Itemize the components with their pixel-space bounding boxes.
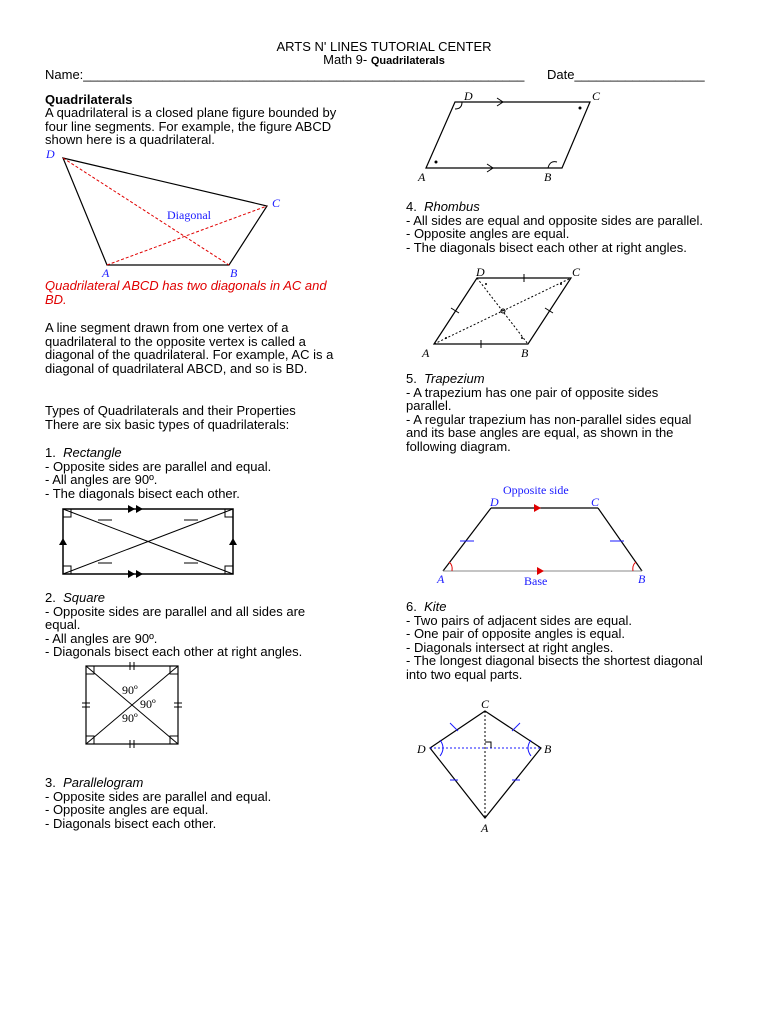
trapezium-number: 5. (406, 371, 417, 386)
kite-d-label: D (417, 742, 426, 756)
square-prop: - Opposite sides are parallel and all sides are (45, 603, 306, 619)
square-name: Square (63, 590, 105, 605)
parallelogram-prop: - Opposite sides are parallel and equal. (45, 788, 272, 804)
square-prop: - All angles are 90º. (45, 630, 158, 646)
para-d-label: D (464, 89, 473, 103)
trap-d-label: D (490, 495, 499, 509)
trap-b-label: B (638, 572, 646, 586)
date-line: Date__________________ (547, 67, 705, 82)
kite-name: Kite (424, 599, 447, 614)
trapezium-prop: parallel. (406, 398, 452, 414)
trap-a-label: A (437, 572, 445, 586)
rectangle-prop: - Opposite sides are parallel and equal. (45, 458, 272, 474)
vertex-d-label: D (46, 147, 55, 161)
trapezium-name: Trapezium (424, 371, 485, 386)
rhombus-a-label: A (422, 346, 430, 360)
square-number: 2. (45, 590, 56, 605)
trap-top-label: Opposite side (503, 483, 569, 497)
section-heading: Quadrilaterals (45, 92, 133, 107)
name-line: Name:_____________________________________________________________ (45, 67, 525, 82)
parallelogram-name: Parallelogram (63, 775, 144, 790)
topic-label: Quadrilaterals (370, 55, 445, 67)
rectangle-prop: - The diagonals bisect each other. (45, 485, 240, 501)
kite-b-label: B (544, 742, 552, 756)
parallelogram-prop: - Opposite angles are equal. (45, 802, 209, 818)
parallelogram-number: 3. (45, 775, 56, 790)
rhombus-b-label: B (521, 346, 529, 360)
trapezium-prop: following diagram. (406, 438, 511, 454)
square-angle-right: 90º (140, 697, 156, 711)
vertex-c-label: C (272, 196, 281, 210)
kite-prop: into two equal parts. (406, 666, 523, 682)
trap-c-label: C (591, 495, 600, 509)
center-title: ARTS N' LINES TUTORIAL CENTER (276, 39, 492, 54)
kite-prop: - One pair of opposite angles is equal. (406, 626, 625, 642)
kite-prop: - The longest diagonal bisects the shortest diagonal (406, 653, 703, 669)
vertex-b-label: B (230, 266, 238, 280)
kite-c-label: C (481, 697, 490, 711)
diagonal-label: Diagonal (167, 208, 211, 222)
square-prop: - Diagonals bisect each other at right angles. (45, 644, 303, 660)
rhombus-prop: - All sides are equal and opposite sides are parallel. (406, 212, 704, 228)
square-prop: equal. (45, 617, 81, 633)
trapezium-prop: and its base angles are equal, as shown in the (406, 425, 674, 441)
kite-a-label: A (481, 821, 489, 835)
para-c-label: C (592, 89, 601, 103)
rectangle-prop: - All angles are 90º. (45, 472, 158, 488)
definition-line: A line segment drawn from one vertex of a (45, 320, 289, 335)
red-note-line: BD. (45, 291, 67, 307)
rhombus-prop: - Opposite angles are equal. (406, 226, 570, 242)
square-angle-top: 90º (122, 683, 138, 697)
course-label: Math 9- (323, 52, 371, 67)
intro-line: shown here is a quadrilateral. (45, 132, 215, 148)
kite-number: 6. (406, 599, 417, 614)
rhombus-prop: - The diagonals bisect each other at right angles. (406, 239, 687, 255)
intro-line: A quadrilateral is a closed plane figure bounded by (45, 105, 337, 120)
trapezium-prop: - A trapezium has one pair of opposite sides (406, 384, 659, 400)
trapezium-prop: - A regular trapezium has non-parallel sides equal (406, 411, 692, 427)
rectangle-number: 1. (45, 445, 56, 460)
intro-line: four line segments. For example, the figure ABCD (45, 118, 332, 134)
rhombus-c-label: C (572, 265, 581, 279)
para-a-label: A (418, 170, 426, 184)
square-angle-bottom: 90º (122, 711, 138, 725)
definition-line: diagonal of the quadrilateral. For example, AC is a (45, 347, 334, 363)
vertex-a-label: A (102, 266, 110, 280)
types-intro-line: There are six basic types of quadrilaterals: (45, 416, 290, 432)
definition-line: diagonal of quadrilateral ABCD, and so is BD. (45, 360, 308, 376)
rhombus-d-label: D (476, 265, 485, 279)
red-note-line: Quadrilateral ABCD has two diagonals in AC and (45, 278, 327, 293)
rhombus-number: 4. (406, 199, 417, 214)
kite-prop: - Diagonals intersect at right angles. (406, 639, 614, 655)
trap-base-label: Base (524, 574, 548, 588)
para-b-label: B (544, 170, 552, 184)
kite-prop: - Two pairs of adjacent sides are equal. (406, 612, 632, 628)
rhombus-name: Rhombus (424, 199, 480, 214)
definition-line: quadrilateral to the opposite vertex is called a (45, 333, 306, 349)
rectangle-name: Rectangle (63, 445, 122, 460)
parallelogram-prop: - Diagonals bisect each other. (45, 815, 217, 831)
types-intro-line: Types of Quadrilaterals and their Properties (45, 403, 296, 418)
